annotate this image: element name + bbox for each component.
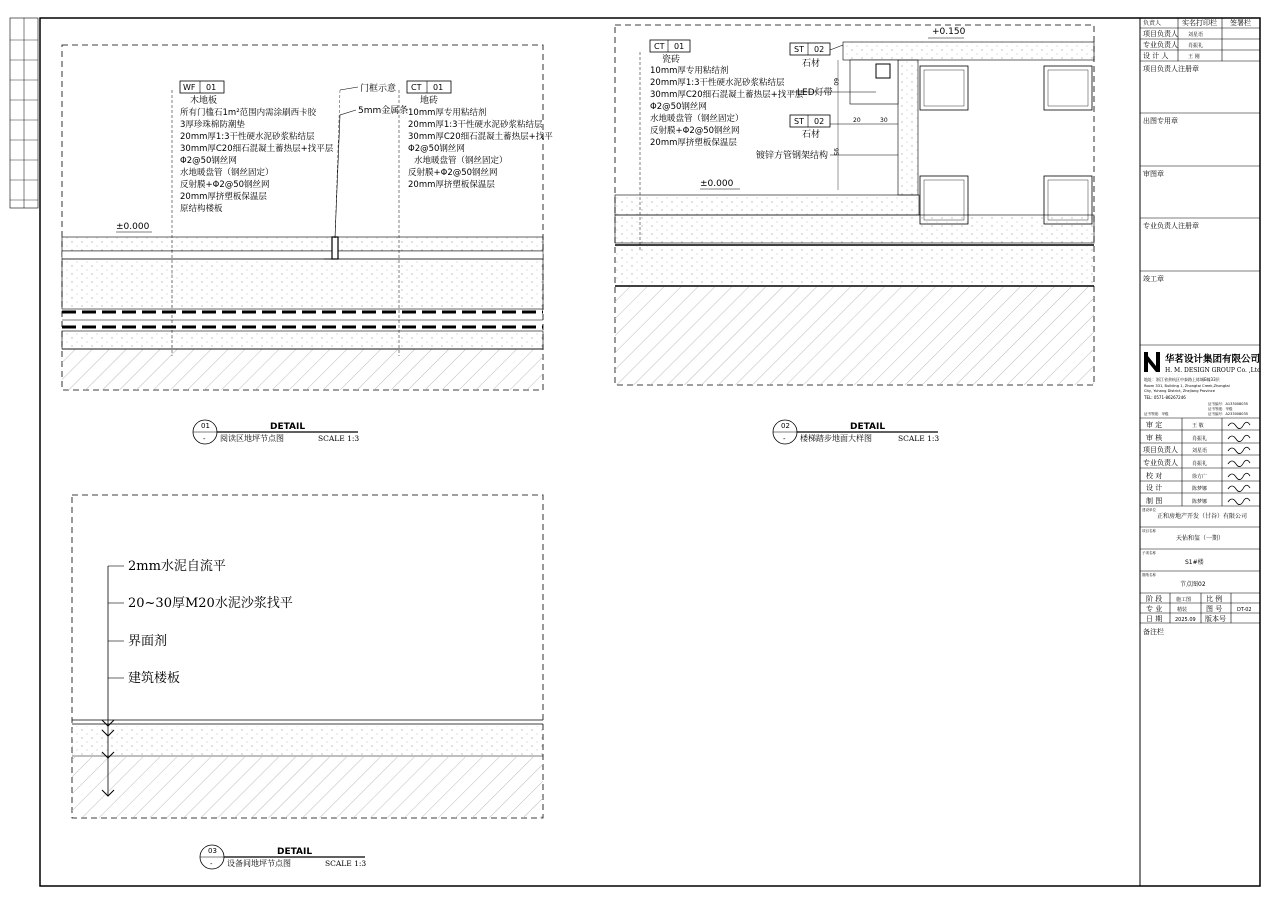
stamp-section: 竣工章 — [1143, 275, 1164, 283]
detail-word: DETAIL — [270, 422, 306, 432]
stamp-section: 出图专用章 — [1143, 117, 1178, 125]
approval-role: 专业负责人 — [1143, 459, 1178, 467]
approval-person: 陈梦娜 — [1192, 486, 1208, 492]
sign-header-role: 负责人 — [1143, 20, 1162, 27]
client-label: 建设单位 — [1142, 508, 1156, 512]
ct2-line: 10mm厚专用粘结剂 — [650, 66, 729, 76]
wf-line: 3厚珍珠棉防潮垫 — [180, 120, 245, 130]
approval-person: 王 敬 — [1192, 423, 1204, 429]
wf-line: 所有门槛石1m²范围内需涂刷西卡胶 — [180, 108, 317, 118]
meta-cell: 施工图 — [1176, 597, 1192, 603]
tag-wf-num: 01 — [206, 83, 217, 92]
approval-person: 徐方广 — [1192, 474, 1208, 480]
ct-line: 水地暖盘管（钢丝固定） — [414, 156, 508, 166]
approval-role: 制 图 — [1146, 497, 1163, 505]
tag-st: ST — [794, 45, 804, 54]
tb-role: 设 计 人 — [1143, 52, 1169, 60]
layer-label: 2mm水泥自流平 — [128, 559, 226, 574]
signatures — [1228, 422, 1250, 504]
drawing-name: 节点图02 — [1180, 581, 1206, 588]
approval-person: 刘星语 — [1192, 448, 1208, 454]
detail-word: DETAIL — [850, 422, 886, 432]
remark-label: 备注栏 — [1143, 628, 1164, 636]
stamp-section: 审图章 — [1143, 170, 1164, 178]
detail-circle-dash: - — [783, 435, 786, 443]
meta-cell: 2025.09 — [1175, 617, 1196, 623]
ct2-line: 水地暖盘管（钢丝固定） — [650, 114, 744, 124]
address-line: Room 331, Building 1, Zhongtai Creek,Zhongtai — [1144, 384, 1230, 388]
tag-st-2-num: 02 — [814, 117, 825, 126]
stone-label: 石材 — [802, 59, 821, 69]
cert-line: 证书等级：甲级 — [1144, 412, 1169, 416]
tb-role: 专业负责人 — [1143, 41, 1178, 49]
ct-layer-list — [408, 94, 553, 190]
approval-role: 审 定 — [1146, 421, 1163, 429]
ct2-line: 反射膜+Φ2@50钢丝网 — [650, 126, 740, 136]
wf-line: Φ2@50钢丝网 — [180, 156, 237, 166]
ct-line: Φ2@50钢丝网 — [408, 144, 465, 154]
detail-circle-dash: - — [203, 435, 206, 443]
wf-line: 原结构楼板 — [180, 204, 223, 214]
tb-person: 刘星语 — [1188, 32, 1204, 38]
tag-ct-num: 01 — [433, 83, 444, 92]
drawing-label: 图纸名称 — [1142, 573, 1156, 577]
meta-cell: 图 号 — [1206, 605, 1223, 613]
detail-circle-num: 01 — [201, 422, 210, 430]
address-line: TEL: 0571-86267246 — [1144, 395, 1186, 400]
tag-ct: CT — [654, 42, 665, 51]
approval-role: 项目负责人 — [1143, 446, 1178, 454]
wf-line: 水地暖盘管（钢丝固定） — [180, 168, 274, 178]
meta-cell: 版本号 — [1205, 615, 1226, 623]
meta-cell: 阶 段 — [1146, 595, 1163, 603]
detail-circle-num: 02 — [781, 422, 790, 430]
cert-line: 证书编号：A133008035 — [1208, 402, 1248, 406]
tb-person: 肖振礼 — [1188, 43, 1204, 49]
subproject-name: S1#楼 — [1185, 559, 1204, 566]
detail-scale: SCALE 1:3 — [318, 434, 360, 443]
address-line: City, Yuhang District, Zhejiang Province — [1144, 389, 1215, 393]
wf-line: 反射膜+Φ2@50钢丝网 — [180, 180, 270, 190]
stamp-section: 项目负责人注册章 — [1143, 65, 1199, 73]
cert-line: 证书编号：A233008035 — [1208, 412, 1248, 416]
dim-95: 95 — [832, 148, 839, 156]
approval-role: 设 计 — [1146, 484, 1163, 492]
approval-person: 肖振礼 — [1192, 436, 1208, 442]
ct-line: 20mm厚挤塑板保温层 — [408, 180, 495, 190]
detail-circle-dash: - — [210, 860, 213, 868]
level-top-label: +0.150 — [932, 27, 966, 37]
ct-line: 反射膜+Φ2@50钢丝网 — [408, 168, 498, 178]
approval-role: 审 核 — [1146, 434, 1163, 442]
meta-cell: DT-02 — [1237, 607, 1252, 613]
approval-role: 校 对 — [1146, 472, 1163, 480]
ct-line: 地砖 — [420, 96, 439, 106]
detail-circle-num: 03 — [208, 847, 217, 855]
approval-person: 陈梦娜 — [1192, 499, 1208, 505]
wf-line: 20mm厚挤塑板保温层 — [180, 192, 267, 202]
tag-ct: CT — [411, 83, 422, 92]
company-name-en: H. M. DESIGN GROUP Co. ,Ltd — [1165, 367, 1261, 374]
tb-person: 王 刚 — [1188, 54, 1200, 60]
dim-30: 30 — [880, 117, 888, 124]
level-label: ±0.000 — [700, 179, 734, 189]
tag-st-num: 02 — [814, 45, 825, 54]
layer-label: 20~30厚M20水泥沙浆找平 — [128, 596, 293, 611]
dim-60: 60 — [832, 78, 839, 86]
ct2-line: 20mm厚1:3干性硬水泥砂浆粘结层 — [650, 78, 785, 88]
ct2-layer-list — [650, 53, 804, 148]
tag-wf: WF — [183, 83, 196, 92]
project-name: 天佑和玺（一期） — [1176, 535, 1225, 542]
meta-cell: 精装 — [1177, 607, 1188, 613]
tag-ct-num: 01 — [674, 42, 685, 51]
tb-role: 项目负责人 — [1143, 30, 1178, 38]
meta-cell: 比 例 — [1206, 595, 1223, 603]
dim-20: 20 — [853, 117, 861, 124]
ct2-line: 20mm厚挤塑板保温层 — [650, 138, 737, 148]
ct2-line: 30mm厚C20细石混凝土蓄热层+找平层 — [650, 90, 804, 100]
approval-table — [1143, 420, 1207, 505]
detail-title: 设备间地坪节点图 — [227, 859, 291, 868]
led-label: LED灯带 — [797, 88, 833, 98]
layer-label: 界面剂 — [128, 634, 168, 649]
ct-line: 30mm厚C20细石混凝土蓄热层+找平 — [408, 132, 553, 142]
wf-layer-list — [180, 94, 334, 214]
ct-line: 10mm厚专用粘结剂 — [408, 108, 487, 118]
client-name: 正和房地产开发（甘谷）有限公司 — [1157, 513, 1248, 520]
ct2-line: Φ2@50钢丝网 — [650, 102, 707, 112]
detail-scale: SCALE 1:3 — [898, 434, 940, 443]
subproject-label: 子项名称 — [1142, 551, 1156, 555]
layer-label: 建筑楼板 — [128, 671, 181, 686]
stamp-section: 专业负责人注册章 — [1143, 222, 1199, 230]
company-name: 华茗设计集团有限公司 — [1165, 354, 1261, 365]
meta-cell: 日 期 — [1146, 615, 1163, 623]
approval-person: 肖振礼 — [1192, 461, 1208, 467]
sign-header-sign: 签署栏 — [1230, 19, 1251, 27]
stone-label-2: 石材 — [802, 130, 821, 140]
level-label: ±0.000 — [116, 222, 150, 232]
metal-strip-label: 5mm金属条 — [358, 106, 409, 116]
detail-word: DETAIL — [277, 847, 313, 857]
meta-table — [1146, 594, 1252, 623]
cert-line: 证书等级：甲级 — [1208, 407, 1233, 411]
door-frame-label: 门框示意 — [360, 84, 397, 94]
detail-title: 阅读区地坪节点图 — [220, 434, 284, 443]
ct-line: 20mm厚1:3干性硬水泥砂浆粘结层 — [408, 120, 543, 130]
detail-scale: SCALE 1:3 — [325, 859, 367, 868]
detail-title: 楼梯踏步地面大样图 — [800, 434, 872, 443]
sign-header-print: 实名打印栏 — [1182, 19, 1217, 27]
project-label: 项目名称 — [1142, 529, 1156, 533]
address-line: 地址：浙江省余杭区中泰路上炼城E幢33层 — [1144, 377, 1220, 382]
meta-cell: 专 业 — [1146, 605, 1163, 613]
ct2-line: 瓷砖 — [662, 55, 681, 65]
steel-frame-label: 镀锌方管钢架结构 — [756, 151, 829, 161]
wf-line: 30mm厚C20细石混凝土蓄热层+找平层 — [180, 144, 334, 154]
wf-line: 木地板 — [190, 96, 218, 106]
wf-line: 20mm厚1:3干性硬水泥砂浆粘结层 — [180, 132, 315, 142]
tag-st-2: ST — [794, 117, 804, 126]
